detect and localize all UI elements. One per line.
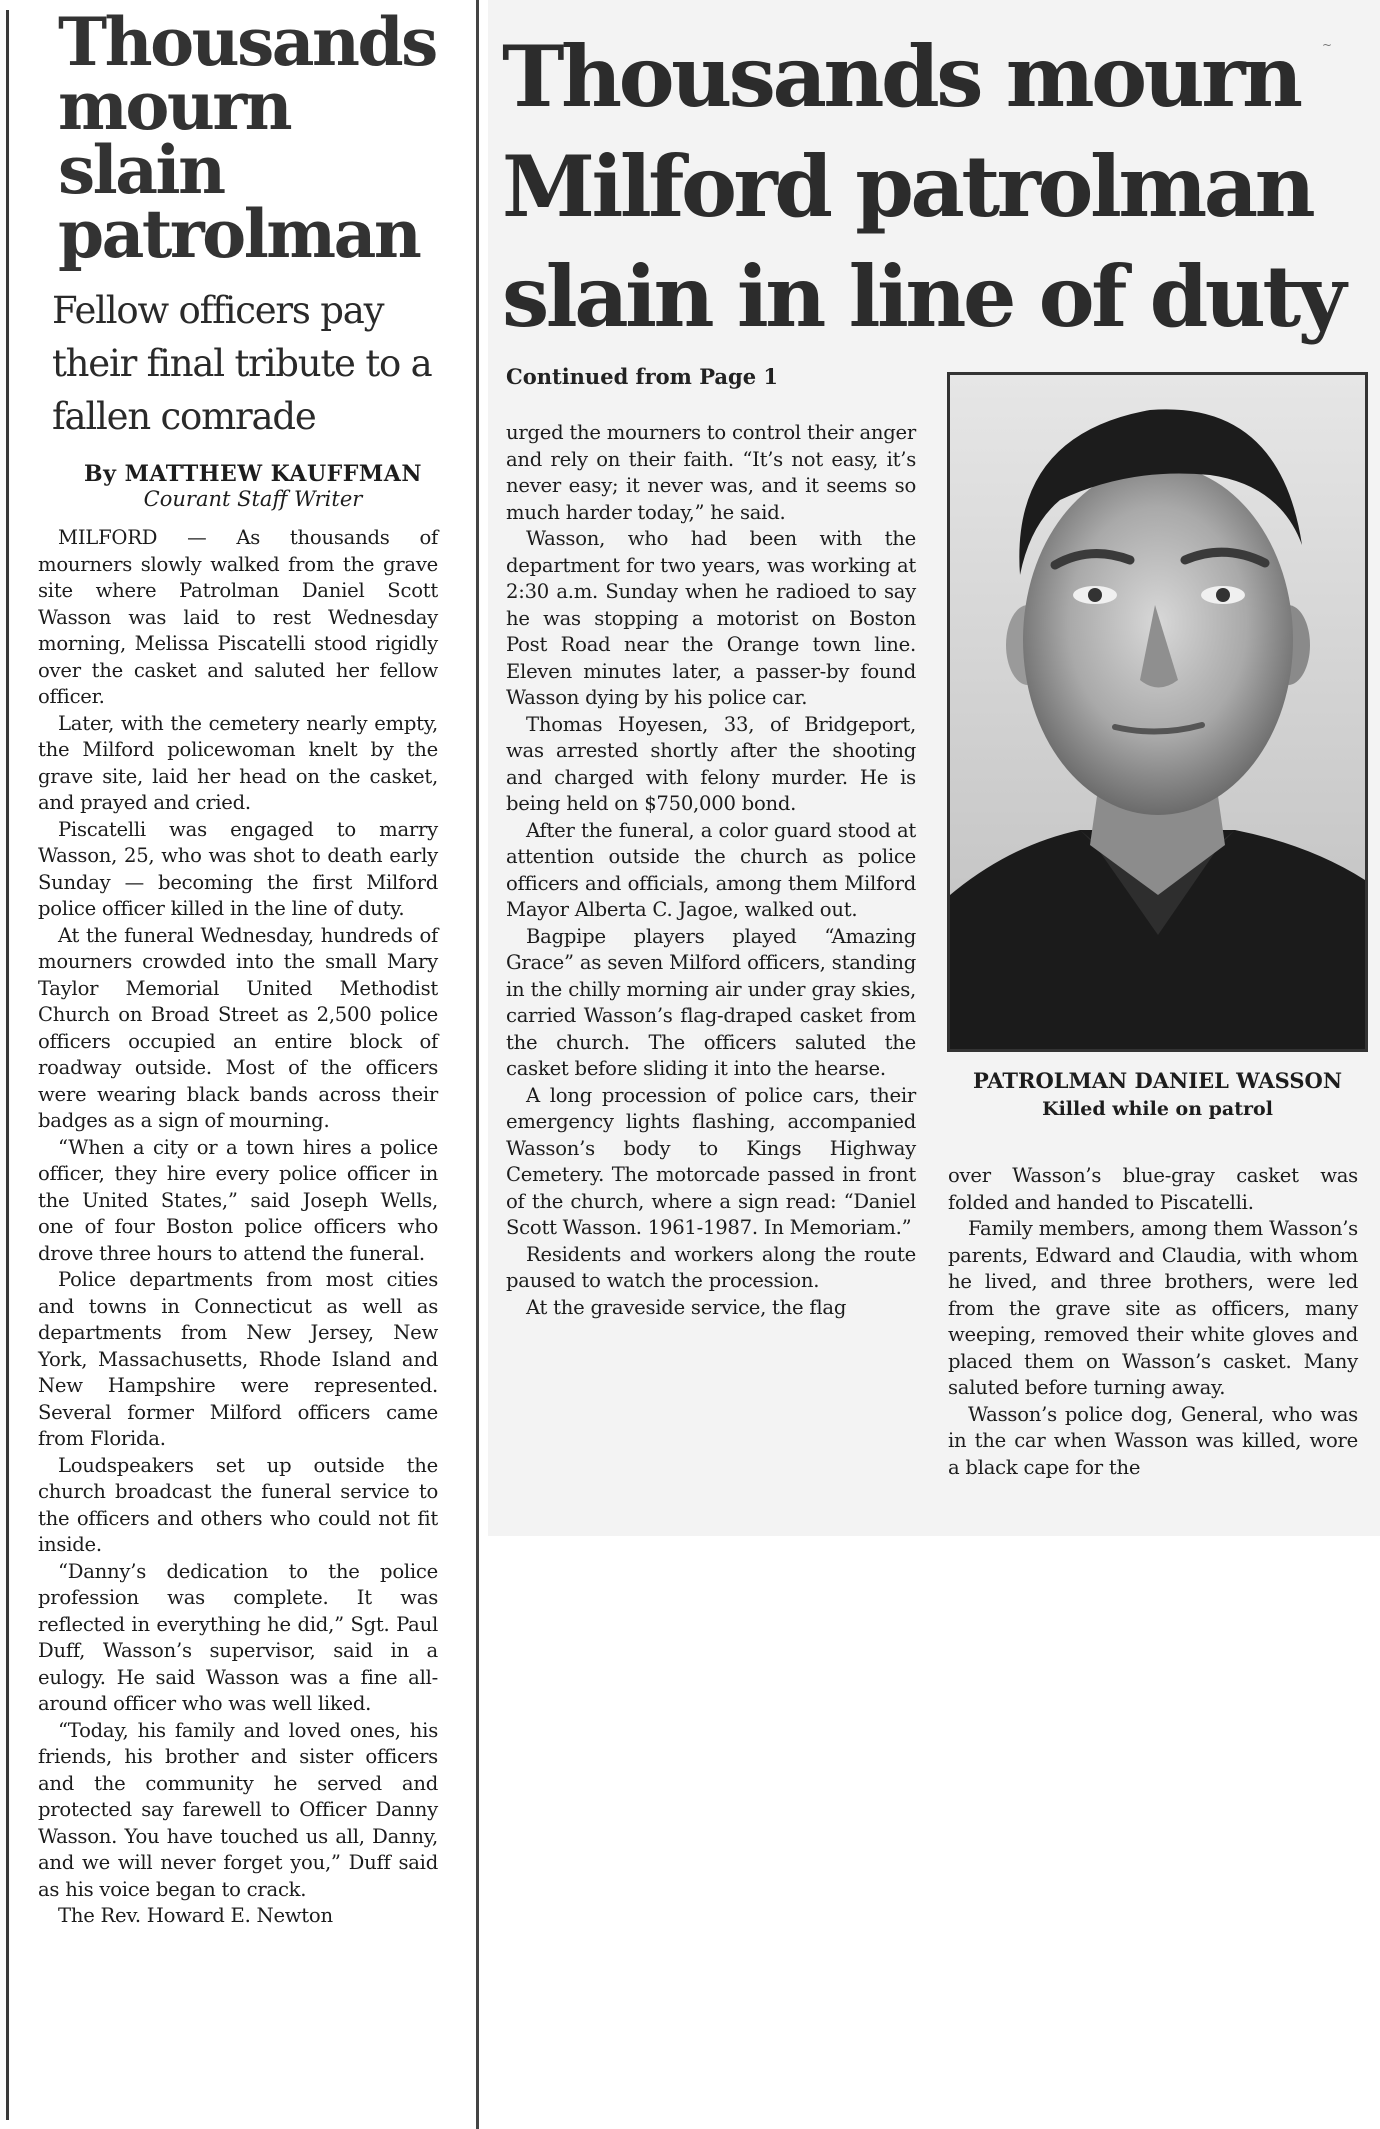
story-paragraph: Thomas Hoyesen, 33, of Bridgeport, was arrested shortly after the shooting and charged with felony murder. He is being held on $750,000 bond.: [506, 712, 916, 815]
story-paragraph: Later, with the cemetery nearly empty, the Milford policewoman knelt by the grave site, laid her head on the casket, and prayed and cried.: [38, 711, 438, 814]
story-paragraph: The Rev. Howard E. Newton: [58, 1904, 333, 1927]
story-paragraph: urged the mourners to control their anger and rely on their faith. “It’s not easy, it’s never easy; it never was, and it seems so much harder today,” he said.: [506, 421, 916, 524]
story-paragraph: After the funeral, a color guard stood at attention outside the church as police officers and officials, among them Milford Mayor Alberta C. Jagoe, walked out.: [506, 818, 916, 921]
story-paragraph: At the graveside service, the flag: [526, 1295, 847, 1319]
story-paragraph: Residents and workers along the route paused to watch the procession.: [506, 1242, 916, 1292]
story-paragraph: A long procession of police cars, their emergency lights flashing, accompanied Wasson’s body to Kings Highway Cemetery. The motorcade passed in front of the church, where a sign read: “Daniel Scott Wasson. 1961-1987. In Memoriam.”: [506, 1083, 916, 1239]
story-paragraph: “Today, his family and loved ones, his friends, his brother and sister officers and the community he served and protected say farewell to Officer Danny Wasson. You have touched us all, Danny, and we will never forget you,” Duff said as his voice began to crack.: [38, 1718, 438, 1901]
story-paragraph: Loudspeakers set up outside the church broadcast the funeral service to the officers and others who could not fit inside.: [38, 1453, 438, 1556]
story-paragraph: Piscatelli was engaged to marry Wasson, 25, who was shot to death early Sunday — becoming the first Milford police officer killed in the line of duty.: [38, 817, 438, 920]
patrolman-portrait-photo: [947, 372, 1368, 1052]
story-paragraph: “Danny’s dedication to the police profession was complete. It was reflected in everything he did,” Sgt. Paul Duff, Wasson’s supervisor, said in a eulogy. He said Wasson was a fine all-around officer who was well liked.: [38, 1559, 438, 1715]
story-paragraph: Wasson’s police dog, General, who was in the car when Wasson was killed, wore a black cape for the: [948, 1402, 1358, 1479]
front-deck: Fellow officers pay their final tribute to a fallen comrade: [52, 289, 432, 438]
front-headline: Thousands mourn slain patrolman: [58, 3, 436, 273]
continued-line: Continued from Page 1: [506, 364, 778, 389]
story-paragraph: over Wasson’s blue-gray casket was folded and handed to Piscatelli.: [948, 1164, 1358, 1214]
front-page-column: [38, 3, 448, 1930]
photo-caption-name: PATROLMAN DANIEL WASSON: [972, 1068, 1343, 1093]
story-paragraph: Police departments from most cities and towns in Connecticut as well as departments from New Jersey, New York, Massachusetts, Rhode Island and New Hampshire were represented. Several former Milford officers came from Florida.: [38, 1268, 438, 1450]
staff-credit: Courant Staff Writer: [143, 487, 363, 511]
story-paragraph: At the funeral Wednesday, hundreds of mourners crowded into the small Mary Taylor Memorial United Methodist Church on Broad Street as 2,500 police officers occupied an entire block of roadway outside. Most of the officers were wearing black bands across their badges as a sign of mourning.: [38, 923, 438, 1132]
jump-story-middle-column: [506, 420, 916, 1321]
story-paragraph: MILFORD — As thousands of mourners slowly walked from the grave site where Patrolman Daniel Scott Wasson was laid to rest Wednesday morning, Melissa Piscatelli stood rigidly over the casket and saluted her fellow officer.: [38, 526, 438, 708]
jump-story-right-column: [948, 1163, 1358, 1481]
front-story-body: [38, 525, 438, 1930]
column-divider-rule: [476, 0, 479, 2129]
portrait-illustration: [950, 375, 1365, 1049]
story-paragraph: Wasson, who had been with the department for two years, was working at 2:30 a.m. Sunday when he radioed to say he was stopping a motorist on Boston Post Road near the Orange town line. Eleven minutes later, a passer-by found Wasson dying by his police car.: [506, 527, 916, 709]
photo-caption-description: Killed while on patrol: [1042, 1098, 1273, 1120]
byline: By MATTHEW KAUFFMAN: [84, 461, 422, 487]
story-paragraph: “When a city or a town hires a police officer, they hire every police officer in the United States,” said Joseph Wells, one of four Boston police officers who drove three hours to attend the funeral.: [38, 1135, 438, 1265]
story-paragraph: Bagpipe players played “Amazing Grace” as seven Milford officers, standing in the chilly morning air under gray skies, carried Wasson’s flag-draped casket from the church. The officers saluted the casket before sliding it into the hearse.: [506, 924, 916, 1080]
story-paragraph: Family members, among them Wasson’s parents, Edward and Claudia, with whom he lived, and three brothers, were led from the grave site as officers, many weeping, removed their white gloves and placed them on Wasson’s casket. Many saluted before turning away.: [948, 1217, 1358, 1399]
scan-mark: ~: [1322, 38, 1333, 52]
jump-headline: Thousands mourn Milford patrolman slain in line of duty: [502, 27, 1343, 346]
left-border-rule: [6, 10, 9, 2120]
